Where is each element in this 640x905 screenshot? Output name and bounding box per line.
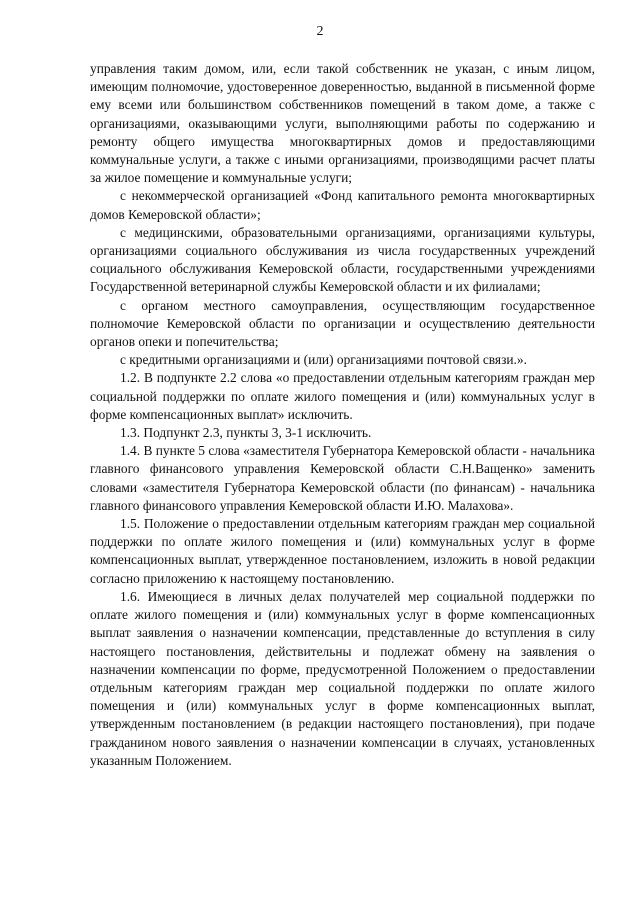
paragraph-local-government: с органом местного самоуправления, осуществляющим государственное полномочие Кемеровской области по организации и осуществлению деятельности органов опеки и попечительства; — [90, 297, 595, 350]
paragraph-item-1-4: 1.4. В пункте 5 слова «заместителя Губернатора Кемеровской области - начальника главного финансового управления Кемеровской области С.Н.Ващенко» заменить словами «заместителя Губернатора Кемеровской области (по финансам) - начальника главного финансового управления Кемеровской области И.Ю. Малахова». — [90, 443, 595, 513]
paragraph-item-1-3: 1.3. Подпункт 2.3, пункты 3, 3-1 исключить. — [120, 425, 372, 441]
document-body — [90, 60, 595, 770]
paragraph-credit-organizations: с кредитными организациями и (или) организациями почтовой связи.». — [120, 352, 527, 368]
paragraph-item-1-2: 1.2. В подпункте 2.2 слова «о предоставлении отдельным категориям граждан мер социальной поддержки по оплате жилого помещения и (или) коммунальных услуг в форме компенсационных выплат» исключить. — [90, 370, 595, 422]
paragraph-fund: с некоммерческой организацией «Фонд капитального ремонта многоквартирных домов Кемеровской области»; — [90, 188, 595, 222]
paragraph-medical-organizations: с медицинскими, образовательными организациями, организациями культуры, организациями социального обслуживания из числа государственных учреждений социального обслуживания Кемеровской области, государственными учреждениями Государственной ветеринарной службы Кемеровской области и их филиалами; — [90, 224, 595, 295]
page-number: 2 — [316, 24, 324, 39]
paragraph-item-1-5: 1.5. Положение о предоставлении отдельным категориям граждан мер социальной поддержки по оплате жилого помещения и (или) коммунальных услуг в форме компенсационных выплат, утвержденное постановлением, изложить в новой редакции согласно приложению к настоящему постановлению. — [90, 516, 595, 586]
paragraph-item-1-6: 1.6. Имеющиеся в личных делах получателей мер социальной поддержки по оплате жилого помещения и (или) коммунальных услуг в форме компенсационных выплат заявления о назначении компенсации, представленные до вступления в силу настоящего постановления, действительны и подлежат обмену на заявления о назначении компенсации по форме, предусмотренной Положением о предоставлении отдельным категориям граждан мер социальной поддержки по оплате жилого помещения и (или) коммунальных услуг в форме компенсационных выплат, утвержденным постановлением (в редакции настоящего постановления), при подаче гражданином нового заявления о назначении компенсации в случаях, установленных указанным Положением. — [90, 588, 595, 768]
paragraph-continuation: управления таким домом, или, если такой собственник не указан, с иным лицом, имеющим полномочие, удостоверенное доверенностью, выданной в письменной форме ему всеми или большинством собственников помещений в таком доме, а также с организациями, оказывающими услуги, выполняющими работы по содержанию и ремонту общего имущества многоквартирных домов и предоставляющими коммунальные услуги, а также с иными организациями, производящими расчет платы за жилое помещение и коммунальные услуги; — [90, 61, 595, 186]
